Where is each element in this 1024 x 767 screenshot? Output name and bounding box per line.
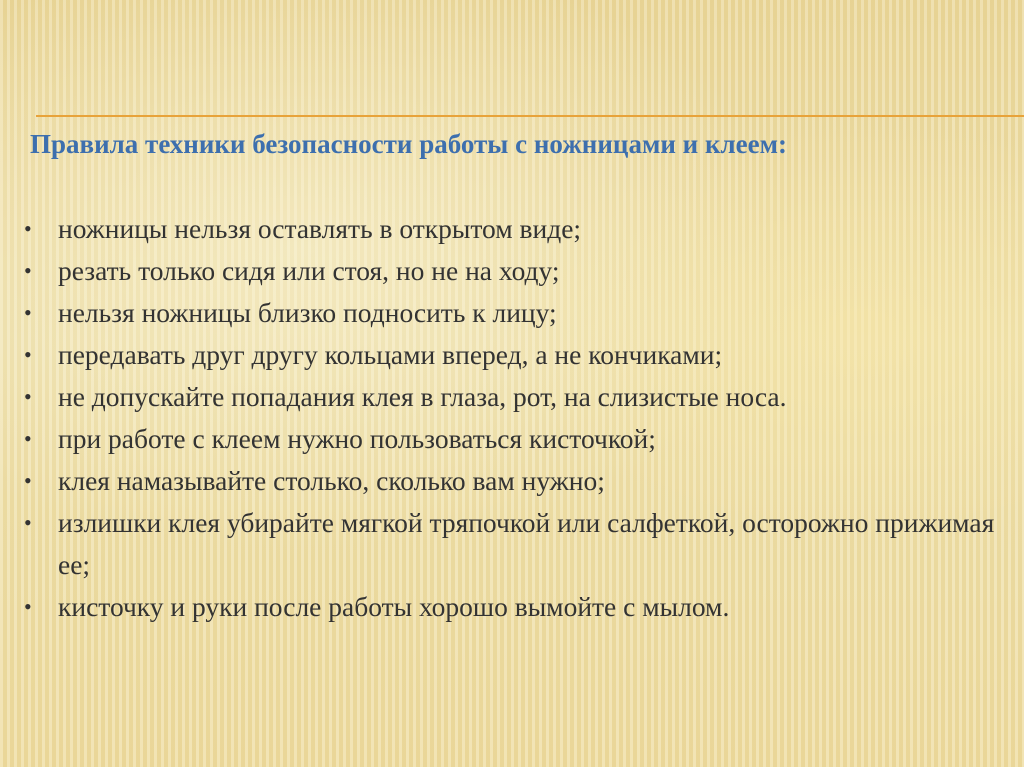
rule-text: не допускайте попадания клея в глаза, рот, на слизистые носа. [58, 381, 787, 412]
rule-text: клея намазывайте столько, сколько вам нужно; [58, 465, 605, 496]
rule-item [24, 250, 1004, 292]
rule-item [24, 460, 1004, 502]
rule-text: резать только сидя или стоя, но не на ходу; [58, 255, 560, 286]
bullet-icon: • [24, 510, 32, 535]
rule-item [24, 418, 1004, 460]
rule-text: передавать друг другу кольцами вперед, а не кончиками; [58, 339, 723, 370]
rule-text: ножницы нельзя оставлять в открытом виде; [58, 213, 582, 244]
bullet-icon: • [24, 300, 32, 325]
title-divider-line [36, 115, 1024, 117]
rule-item [24, 586, 1004, 628]
rule-item [24, 334, 1004, 376]
rule-text: нельзя ножницы близко подносить к лицу; [58, 297, 557, 328]
rule-text: кисточку и руки после работы хорошо вымойте с мылом. [58, 591, 730, 622]
rule-item [24, 292, 1004, 334]
bullet-icon: • [24, 468, 32, 493]
rule-item [24, 376, 1004, 418]
rule-text: излишки клея убирайте мягкой тряпочкой или салфеткой, осторожно прижимая ее; [58, 507, 995, 580]
bullet-icon: • [24, 384, 32, 409]
rule-item [24, 208, 1004, 250]
bullet-icon: • [24, 342, 32, 367]
bullet-icon: • [24, 258, 32, 283]
safety-rules-list [24, 208, 1004, 628]
bullet-icon: • [24, 594, 32, 619]
rule-item [24, 502, 1004, 586]
bullet-icon: • [24, 426, 32, 451]
slide-title: Правила техники безопасности работы с ножницами и клеем: [30, 129, 788, 159]
bullet-icon: • [24, 216, 32, 241]
rule-text: при работе с клеем нужно пользоваться кисточкой; [58, 423, 656, 454]
